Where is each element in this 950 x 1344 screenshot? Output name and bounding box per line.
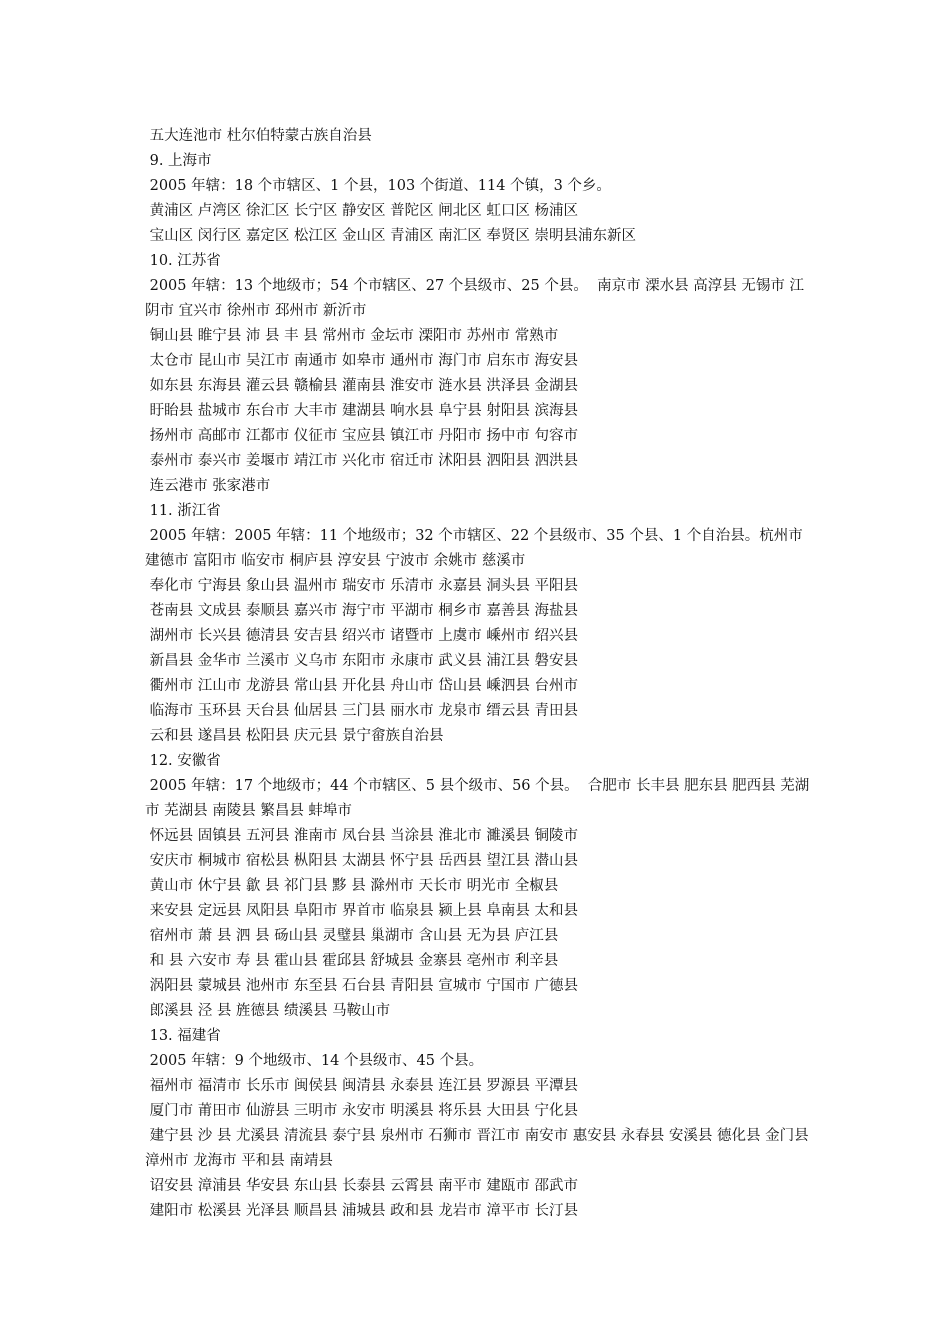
text-line: 郎溪县 泾 县 旌德县 绩溪县 马鞍山市 (145, 1003, 391, 1019)
text-line: 安庆市 桐城市 宿松县 枞阳县 太湖县 怀宁县 岳西县 望江县 潜山县 (145, 853, 578, 869)
text-line: 云和县 遂昌县 松阳县 庆元县 景宁畲族自治县 (145, 728, 444, 744)
text-line: 湖州市 长兴县 德清县 安吉县 绍兴市 诸暨市 上虞市 嵊州市 绍兴县 (145, 628, 578, 644)
text-line: 宿州市 萧 县 泗 县 砀山县 灵璧县 巢湖市 含山县 无为县 庐江县 (145, 928, 559, 944)
text-line: 诏安县 漳浦县 华安县 东山县 长泰县 云霄县 南平市 建瓯市 邵武市 (145, 1178, 578, 1194)
text-line: 衢州市 江山市 龙游县 常山县 开化县 舟山市 岱山县 嵊泗县 台州市 (145, 678, 578, 694)
text-line: 涡阳县 蒙城县 池州市 东至县 石台县 青阳县 宣城市 宁国市 广德县 (145, 978, 578, 994)
text-line: 扬州市 高邮市 江都市 仪征市 宝应县 镇江市 丹阳市 扬中市 句容市 (145, 428, 578, 444)
text-line: 如东县 东海县 灌云县 赣榆县 灌南县 淮安市 涟水县 洪泽县 金湖县 (145, 378, 578, 394)
text-line: 苍南县 文成县 泰顺县 嘉兴市 海宁市 平湖市 桐乡市 嘉善县 海盐县 (145, 603, 578, 619)
text-line: 铜山县 睢宁县 沛 县 丰 县 常州市 金坛市 溧阳市 苏州市 常熟市 (145, 328, 559, 344)
text-line: 2005 年辖：17 个地级市；44 个市辖区、5 县个级市、56 个县。 合肥市 长丰县 肥东县 肥西县 芜湖市 芜湖县 南陵县 繁昌县 蚌埠市 (145, 778, 810, 819)
text-line: 和 县 六安市 寿 县 霍山县 霍邱县 舒城县 金寨县 亳州市 利辛县 (145, 953, 559, 969)
text-line: 临海市 玉环县 天台县 仙居县 三门县 丽水市 龙泉市 缙云县 青田县 (145, 703, 578, 719)
section-heading-anhui: 12. 安徽省 (145, 753, 221, 769)
text-line: 建宁县 沙 县 尤溪县 清流县 泰宁县 泉州市 石狮市 晋江市 南安市 惠安县 永春县 安溪县 德化县 金门县 漳州市 龙海市 平和县 南靖县 (145, 1128, 814, 1169)
text-line: 五大连池市 杜尔伯特蒙古族自治县 (145, 128, 372, 144)
text-line: 奉化市 宁海县 象山县 温州市 瑞安市 乐清市 永嘉县 洞头县 平阳县 (145, 578, 578, 594)
text-line: 2005 年辖：9 个地级市、14 个县级市、45 个县。 (145, 1053, 484, 1069)
section-heading-zhejiang: 11. 浙江省 (145, 503, 221, 519)
section-heading-shanghai: 9. 上海市 (145, 153, 212, 169)
text-line: 福州市 福清市 长乐市 闽侯县 闽清县 永泰县 连江县 罗源县 平潭县 (145, 1078, 578, 1094)
text-line: 连云港市 张家港市 (145, 478, 271, 494)
text-line: 黄山市 休宁县 歙 县 祁门县 黟 县 滁州市 天长市 明光市 全椒县 (145, 878, 559, 894)
text-line: 来安县 定远县 凤阳县 阜阳市 界首市 临泉县 颍上县 阜南县 太和县 (145, 903, 578, 919)
text-line: 太仓市 昆山市 吴江市 南通市 如皋市 通州市 海门市 启东市 海安县 (145, 353, 578, 369)
text-line: 宝山区 闵行区 嘉定区 松江区 金山区 青浦区 南汇区 奉贤区 崇明县浦东新区 (145, 228, 636, 244)
text-line: 怀远县 固镇县 五河县 淮南市 凤台县 当涂县 淮北市 濉溪县 铜陵市 (145, 828, 578, 844)
text-line: 2005 年辖：13 个地级市；54 个市辖区、27 个县级市、25 个县。 南京市 溧水县 高淳县 无锡市 江阴市 宜兴市 徐州市 邳州市 新沂市 (145, 278, 805, 319)
document-page (145, 124, 814, 1224)
text-line: 厦门市 莆田市 仙游县 三明市 永安市 明溪县 将乐县 大田县 宁化县 (145, 1103, 578, 1119)
text-line: 2005 年辖：18 个市辖区、1 个县，103 个街道、114 个镇，3 个乡。 (145, 178, 611, 194)
text-line: 2005 年辖：2005 年辖：11 个地级市；32 个市辖区、22 个县级市、35 个县、1 个自治县。杭州市 建德市 富阳市 临安市 桐庐县 淳安县 宁波市 余姚市 慈溪市 (145, 528, 808, 569)
text-line: 黄浦区 卢湾区 徐汇区 长宁区 静安区 普陀区 闸北区 虹口区 杨浦区 (145, 203, 578, 219)
text-line: 建阳市 松溪县 光泽县 顺昌县 浦城县 政和县 龙岩市 漳平市 长汀县 (145, 1203, 578, 1219)
text-line: 盱眙县 盐城市 东台市 大丰市 建湖县 响水县 阜宁县 射阳县 滨海县 (145, 403, 578, 419)
text-line: 新昌县 金华市 兰溪市 义乌市 东阳市 永康市 武义县 浦江县 磐安县 (145, 653, 578, 669)
section-heading-fujian: 13. 福建省 (145, 1028, 221, 1044)
section-heading-jiangsu: 10. 江苏省 (145, 253, 221, 269)
text-line: 泰州市 泰兴市 姜堰市 靖江市 兴化市 宿迁市 沭阳县 泗阳县 泗洪县 (145, 453, 578, 469)
